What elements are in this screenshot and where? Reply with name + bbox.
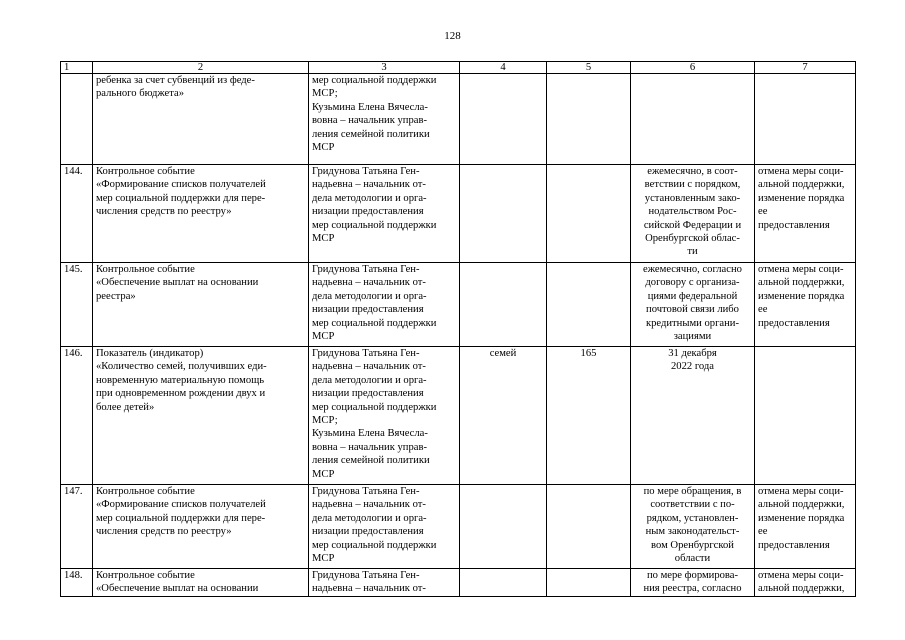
responsible-person: Гридунова Татьяна Ген- надьевна – начальник от- дела методологии и орга- низации предоставления мер социальной поддержки МСР <box>309 485 460 569</box>
row-number <box>61 74 93 165</box>
column-number-row <box>61 62 856 74</box>
unit-cell <box>460 74 547 165</box>
value-cell <box>547 74 631 165</box>
risks-cell <box>755 74 856 165</box>
responsible-person: Гридунова Татьяна Ген- надьевна – начальник от- <box>309 569 460 597</box>
indicator-description: Показатель (индикатор) «Количество семей, получивших еди- новременную материальную помощь при одновременном рождении двух и более детей» <box>93 347 309 485</box>
deadline-cell: по мере формирова- ния реестра, согласно <box>631 569 755 597</box>
table-row-continued <box>61 74 856 165</box>
row-number: 146. <box>61 347 93 485</box>
value-cell <box>547 165 631 263</box>
table-row-145 <box>61 263 856 347</box>
row-number: 147. <box>61 485 93 569</box>
event-description: Контрольное событие «Формирование списков получателей мер социальной поддержки для пере- числения средств по реестру» <box>93 165 309 263</box>
event-description: Контрольное событие «Обеспечение выплат на основании реестра» <box>93 263 309 347</box>
table-row-144 <box>61 165 856 263</box>
risks-cell <box>755 347 856 485</box>
responsible-person: Гридунова Татьяна Ген- надьевна – начальник от- дела методологии и орга- низации предоставления мер социальной поддержки МСР; Кузьмина Елена Вячесла- вовна – начальник управ- ления семейной политики МСР <box>309 347 460 485</box>
value-cell <box>547 263 631 347</box>
responsible-person: мер социальной поддержки МСР; Кузьмина Елена Вячесла- вовна – начальник управ- ления семейной политики МСР <box>309 74 460 165</box>
event-description: Контрольное событие «Обеспечение выплат на основании <box>93 569 309 597</box>
row-number: 144. <box>61 165 93 263</box>
risks-cell: отмена меры соци- альной поддержки, изменение порядка ее предоставления <box>755 263 856 347</box>
deadline-cell <box>631 74 755 165</box>
page-number: 128 <box>444 30 461 42</box>
unit-cell <box>460 569 547 597</box>
column-header-7: 7 <box>755 62 856 74</box>
responsible-person: Гридунова Татьяна Ген- надьевна – начальник от- дела методологии и орга- низации предоставления мер социальной поддержки МСР <box>309 165 460 263</box>
table-row-147 <box>61 485 856 569</box>
risks-cell: отмена меры соци- альной поддержки, изменение порядка ее предоставления <box>755 165 856 263</box>
event-description: Контрольное событие «Формирование списков получателей мер социальной поддержки для пере- числения средств по реестру» <box>93 485 309 569</box>
column-header-6: 6 <box>631 62 755 74</box>
unit-cell <box>460 485 547 569</box>
column-header-1: 1 <box>61 62 93 74</box>
deadline-cell: 31 декабря 2022 года <box>631 347 755 485</box>
row-number: 145. <box>61 263 93 347</box>
table-row-148 <box>61 569 856 597</box>
column-header-5: 5 <box>547 62 631 74</box>
value-cell <box>547 569 631 597</box>
event-description: ребенка за счет субвенций из феде- рального бюджета» <box>93 74 309 165</box>
risks-cell: отмена меры соци- альной поддержки, изменение порядка ее предоставления <box>755 485 856 569</box>
value-cell <box>547 485 631 569</box>
unit-cell <box>460 165 547 263</box>
unit-cell: семей <box>460 347 547 485</box>
row-number: 148. <box>61 569 93 597</box>
value-cell: 165 <box>547 347 631 485</box>
deadline-cell: ежемесячно, в соот- ветствии с порядком, установленным зако- нодательством Рос- сийской Федерации и Оренбургской облас- ти <box>631 165 755 263</box>
unit-cell <box>460 263 547 347</box>
table-row-146 <box>61 347 856 485</box>
deadline-cell: по мере обращения, в соответствии с по- рядком, установлен- ным законодательст- вом Оренбургской области <box>631 485 755 569</box>
column-header-3: 3 <box>309 62 460 74</box>
column-header-2: 2 <box>93 62 309 74</box>
deadline-cell: ежемесячно, согласно договору с организа- циями федеральной почтовой связи либо кредитными органи- зациями <box>631 263 755 347</box>
column-header-4: 4 <box>460 62 547 74</box>
program-table <box>60 61 856 597</box>
risks-cell: отмена меры соци- альной поддержки, <box>755 569 856 597</box>
responsible-person: Гридунова Татьяна Ген- надьевна – начальник от- дела методологии и орга- низации предоставления мер социальной поддержки МСР <box>309 263 460 347</box>
